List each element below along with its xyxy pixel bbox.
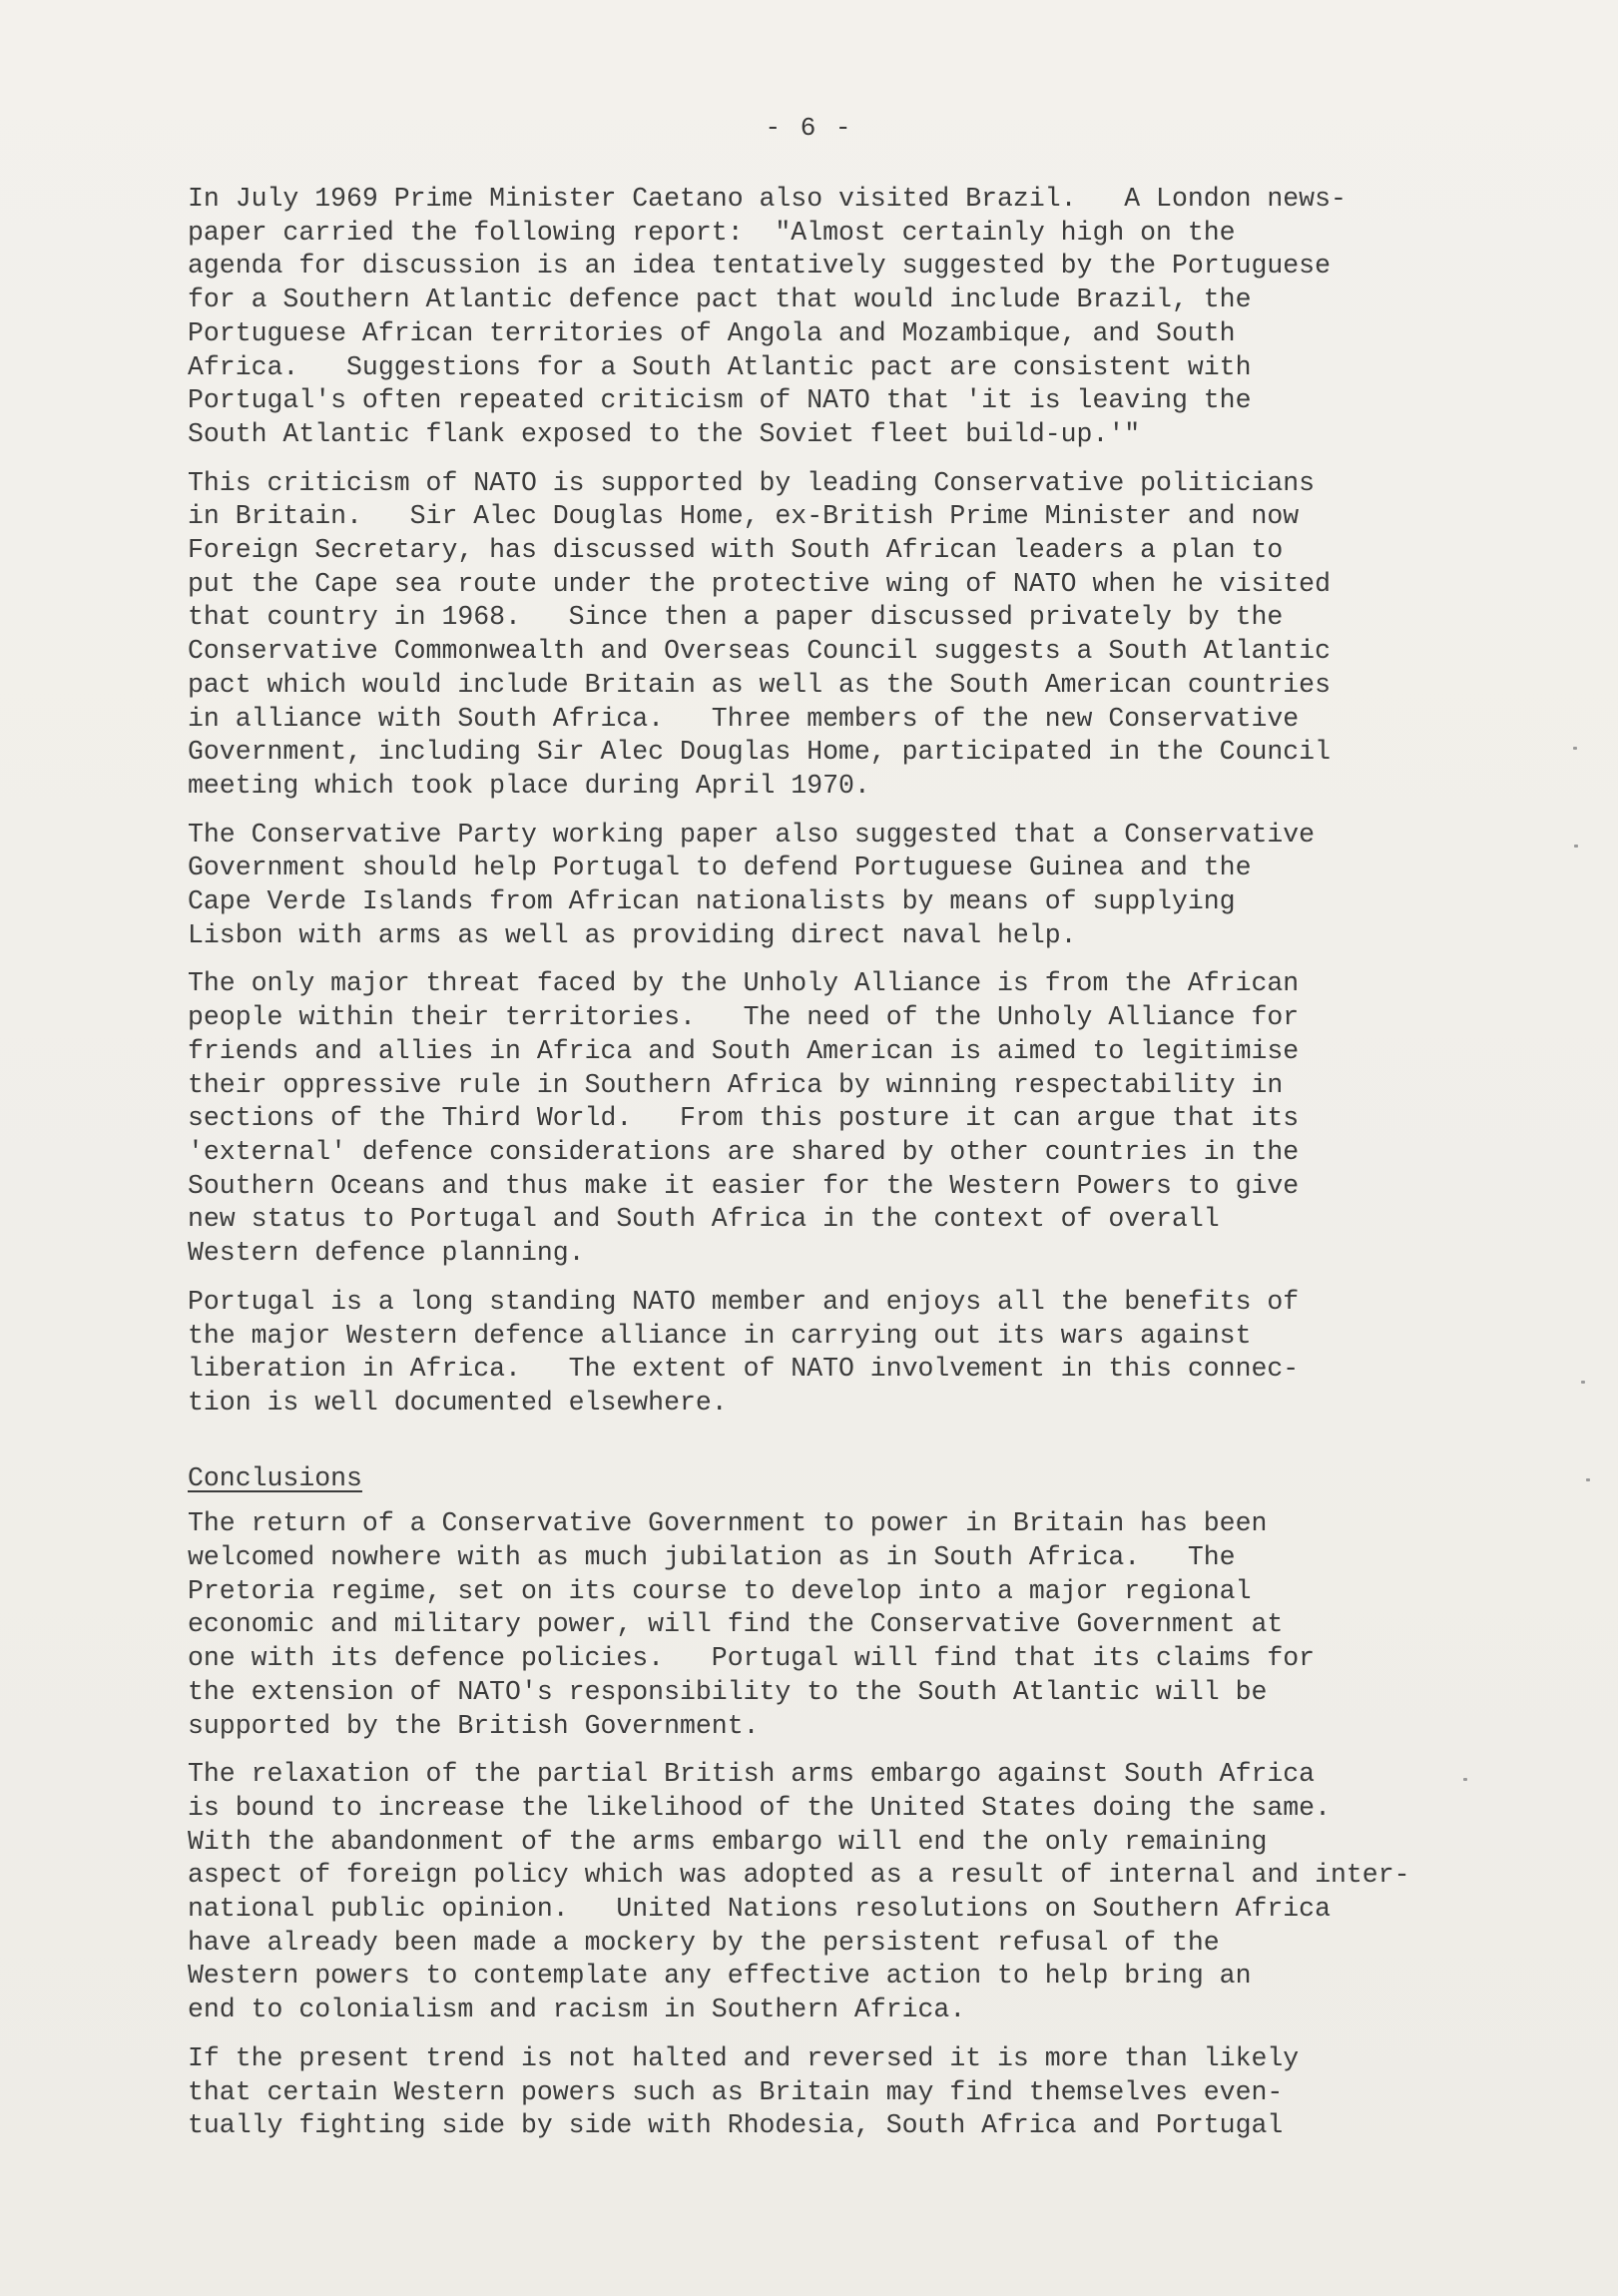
text-line: people within their territories. The need of the Unholy Alliance for xyxy=(188,1002,1300,1033)
text-line: Portugal is a long standing NATO member and enjoys all the benefits of xyxy=(188,1286,1300,1317)
text-line: new status to Portugal and South Africa in the context of overall xyxy=(188,1204,1220,1235)
text-line: With the abandonment of the arms embargo will end the only remaining xyxy=(188,1826,1268,1857)
conclusions-sections xyxy=(188,1507,1485,2143)
text-line: tion is well documented elsewhere. xyxy=(188,1387,728,1418)
text-line: in Britain. Sir Alec Douglas Home, ex-British Prime Minister and now xyxy=(188,501,1300,532)
text-line: for a Southern Atlantic defence pact that would include Brazil, the xyxy=(188,285,1252,315)
text-line: national public opinion. United Nations resolutions on Southern Africa xyxy=(188,1894,1331,1925)
text-line: supported by the British Government. xyxy=(188,1710,760,1741)
text-line: one with its defence policies. Portugal will find that its claims for xyxy=(188,1643,1316,1674)
text-line: liberation in Africa. The extent of NATO involvement in this connec- xyxy=(188,1354,1300,1385)
paragraph xyxy=(188,2042,1485,2143)
text-line: Government, including Sir Alec Douglas Home, participated in the Council xyxy=(188,737,1331,768)
paragraph xyxy=(188,967,1485,1270)
text-line: Conservative Commonwealth and Overseas Council suggests a South Atlantic xyxy=(188,636,1331,667)
text-line: Government should help Portugal to defend Portuguese Guinea and the xyxy=(188,853,1252,883)
text-line: tually fighting side by side with Rhodesia, South Africa and Portugal xyxy=(188,2110,1284,2141)
paragraph xyxy=(188,1758,1485,2027)
text-line: friends and allies in Africa and South American is aimed to legitimise xyxy=(188,1035,1300,1066)
text-line: welcomed nowhere with as much jubilation as in South Africa. The xyxy=(188,1542,1236,1573)
text-line: their oppressive rule in Southern Africa by winning respectability in xyxy=(188,1069,1284,1100)
text-line: South Atlantic flank exposed to the Soviet fleet build-up.'" xyxy=(188,418,1141,449)
text-line: If the present trend is not halted and reversed it is more than likely xyxy=(188,2042,1300,2073)
text-line: Foreign Secretary, has discussed with South African leaders a plan to xyxy=(188,535,1284,566)
section-heading: Conclusions xyxy=(188,1462,362,1493)
paragraph xyxy=(188,1286,1485,1421)
text-line: put the Cape sea route under the protective wing of NATO when he visited xyxy=(188,568,1331,599)
paragraph xyxy=(188,183,1485,452)
text-line: meeting which took place during April 1970. xyxy=(188,770,870,801)
text-line: agenda for discussion is an idea tentatively suggested by the Portuguese xyxy=(188,251,1331,282)
text-line: economic and military power, will find the Conservative Government at xyxy=(188,1609,1284,1640)
scan-speck xyxy=(1581,1381,1585,1384)
text-line: that country in 1968. Since then a paper discussed privately by the xyxy=(188,602,1284,633)
scan-speck xyxy=(1586,1478,1590,1481)
text-line: aspect of foreign policy which was adopted as a result of internal and inter- xyxy=(188,1860,1410,1891)
text-line: pact which would include Britain as well as the South American countries xyxy=(188,669,1331,700)
text-line: Western powers to contemplate any effective action to help bring an xyxy=(188,1961,1252,1992)
text-line: Lisbon with arms as well as providing direct naval help. xyxy=(188,919,1077,950)
text-line: is bound to increase the likelihood of the United States doing the same. xyxy=(188,1792,1331,1823)
document-body xyxy=(188,183,1485,2158)
text-line: In July 1969 Prime Minister Caetano also visited Brazil. A London news- xyxy=(188,184,1347,214)
text-line: sections of the Third World. From this posture it can argue that its xyxy=(188,1103,1300,1134)
text-line: paper carried the following report: "Almost certainly high on the xyxy=(188,217,1236,248)
text-line: Portugal's often repeated criticism of NATO that 'it is leaving the xyxy=(188,385,1252,416)
text-line: The return of a Conservative Government to power in Britain has been xyxy=(188,1508,1268,1539)
conclusions-heading-wrap xyxy=(188,1462,1485,1496)
scan-speck xyxy=(1574,845,1578,848)
paragraph xyxy=(188,467,1485,804)
text-line: in alliance with South Africa. Three members of the new Conservative xyxy=(188,703,1300,734)
text-line: Pretoria regime, set on its course to develop into a major regional xyxy=(188,1575,1252,1606)
text-line: that certain Western powers such as Britain may find themselves even- xyxy=(188,2076,1284,2107)
paragraph xyxy=(188,1507,1485,1743)
text-line: Portuguese African territories of Angola and Mozambique, and South xyxy=(188,317,1236,348)
scan-speck xyxy=(1573,747,1577,750)
text-line: have already been made a mockery by the persistent refusal of the xyxy=(188,1927,1220,1958)
text-line: The relaxation of the partial British arms embargo against South Africa xyxy=(188,1759,1316,1790)
paragraph xyxy=(188,819,1485,953)
text-line: the extension of NATO's responsibility to the South Atlantic will be xyxy=(188,1676,1268,1707)
body-sections xyxy=(188,183,1485,1421)
text-line: Western defence planning. xyxy=(188,1238,585,1269)
text-line: end to colonialism and racism in Southern Africa. xyxy=(188,1995,966,2025)
text-line: The Conservative Party working paper also suggested that a Conservative xyxy=(188,819,1316,850)
text-line: Cape Verde Islands from African nationalists by means of supplying xyxy=(188,886,1236,917)
text-line: 'external' defence considerations are shared by other countries in the xyxy=(188,1136,1300,1167)
text-line: The only major threat faced by the Unholy Alliance is from the African xyxy=(188,968,1300,999)
text-line: This criticism of NATO is supported by leading Conservative politicians xyxy=(188,467,1316,498)
text-line: Southern Oceans and thus make it easier for the Western Powers to give xyxy=(188,1170,1300,1201)
page-number: - 6 - xyxy=(765,113,853,143)
scan-speck xyxy=(1463,1778,1467,1781)
text-line: Africa. Suggestions for a South Atlantic pact are consistent with xyxy=(188,351,1252,382)
text-line: the major Western defence alliance in carrying out its wars against xyxy=(188,1320,1252,1351)
